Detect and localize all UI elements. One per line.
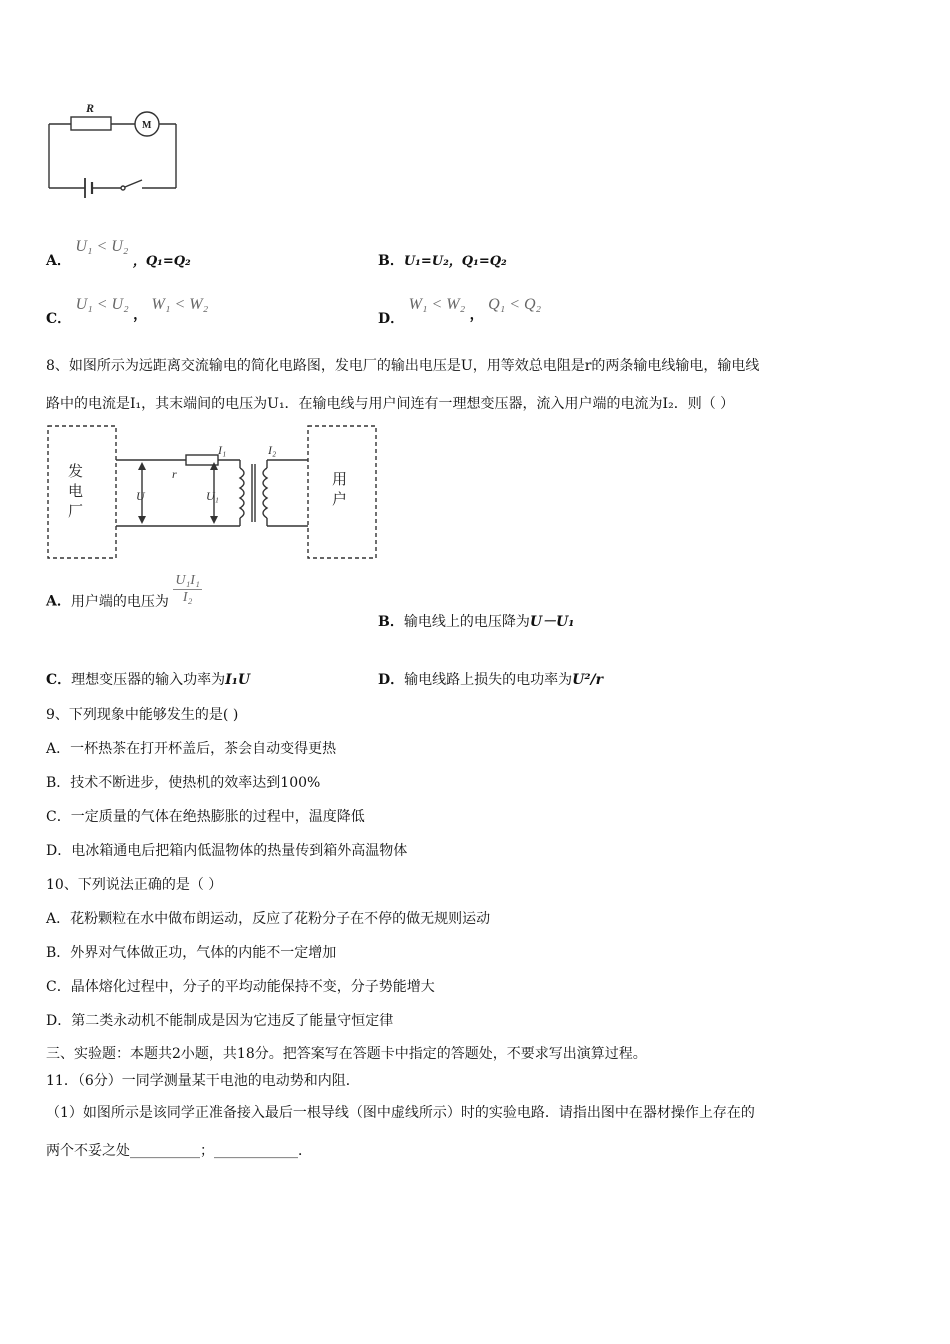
user-label-2: 户	[332, 492, 348, 508]
q8-stem-line1: 8、如图所示为远距离交流输电的简化电路图，发电厂的输出电压是U，用等效总电阻是r的两条输电线输电，输电线	[46, 358, 760, 374]
option-a-text: 用户端的电压为	[70, 593, 169, 610]
motor-label: M	[142, 120, 152, 131]
q9-option-b[interactable]: B．技术不断进步，使热机的效率达到100%	[46, 775, 321, 791]
u-label: U	[136, 489, 145, 503]
q9-option-d[interactable]: D．电冰箱通电后把箱内低温物体的热量传到箱外高温物体	[46, 843, 408, 859]
q9-stem: 9、下列现象中能够发生的是( )	[46, 707, 239, 723]
user-label: 用	[332, 472, 348, 488]
option-letter: B．	[378, 253, 404, 269]
q11-part1-line1: （1）如图所示是该同学正准备接入最后一根导线（图中虚线所示）时的实验电路．请指出图中在器材操作上存在的	[46, 1105, 755, 1121]
option-c-math1: U₁ < U₂	[75, 296, 129, 313]
option-letter: D．	[378, 672, 405, 688]
option-a-text: ，Q₁=Q₂	[132, 254, 191, 269]
q10-option-b[interactable]: B．外界对气体做正功，气体的内能不一定增加	[46, 945, 337, 961]
i2-label: I₂	[268, 443, 277, 457]
transmission-diagram	[44, 422, 380, 562]
q7-option-c[interactable]	[46, 294, 209, 327]
option-letter: D．	[378, 311, 405, 327]
q10-option-d[interactable]: D．第二类永动机不能制成是因为它违反了能量守恒定律	[46, 1013, 394, 1029]
fraction-denominator: I₂	[182, 590, 193, 605]
option-a-fraction	[173, 573, 202, 606]
q9-option-c[interactable]: C．一定质量的气体在绝热膨胀的过程中，温度降低	[46, 809, 365, 825]
option-c-text: 理想变压器的输入功率为	[71, 672, 226, 688]
option-b-math: U－U₁	[529, 614, 575, 630]
q8-stem-line2: 路中的电流是I₁，其末端间的电压为U₁．在输电线与用户间连有一理想变压器，流入用户端的电流为I₂．则（ ）	[46, 396, 735, 412]
option-d-text: 输电线路上损失的电功率为	[404, 672, 573, 688]
q11-part1-line2: 两个不妥之处__________；____________．	[46, 1143, 312, 1159]
option-d-math1: W₁ < W₂	[408, 296, 466, 313]
option-letter: C．	[46, 672, 72, 688]
q7-option-d[interactable]	[378, 294, 542, 327]
plant-label-2: 电	[68, 484, 84, 500]
q10-stem: 10、下列说法正确的是（ ）	[46, 877, 223, 893]
option-c-math: I₁U	[225, 672, 251, 688]
r-label: r	[172, 467, 177, 481]
q8-option-d[interactable]	[378, 669, 603, 689]
fraction-numerator: U₁I₁	[175, 573, 200, 588]
option-c-math2: W₁ < W₂	[151, 296, 209, 313]
option-d-math2: Q₁ < Q₂	[488, 296, 542, 313]
option-b-text: U₁=U₂，Q₁=Q₂	[403, 254, 507, 269]
q8-option-b[interactable]	[378, 611, 574, 631]
q7-option-b[interactable]	[378, 250, 507, 270]
q9-option-a[interactable]: A．一杯热茶在打开杯盖后，茶会自动变得更热	[46, 741, 337, 757]
option-c-sep: ，	[133, 307, 148, 323]
u1-label: U₁	[206, 489, 219, 503]
i1-label: I₁	[218, 443, 227, 457]
option-letter: C．	[46, 311, 72, 327]
resistor-label: R	[86, 101, 95, 115]
option-d-math: U²/r	[572, 672, 603, 688]
section-3-heading: 三、实验题：本题共2小题，共18分。把答案写在答题卡中指定的答题处，不要求写出演算过程。	[46, 1046, 647, 1062]
option-d-sep: ，	[469, 307, 484, 323]
q10-option-a[interactable]: A．花粉颗粒在水中做布朗运动，反应了花粉分子在不停的做无规则运动	[46, 911, 491, 927]
option-a-math: U₁ < U₂	[75, 238, 129, 255]
q7-option-a[interactable]	[46, 236, 191, 269]
q11-stem: 11．（6分）一同学测量某干电池的电动势和内阻．	[46, 1073, 360, 1089]
plant-label: 发	[68, 464, 84, 480]
circuit-figure-motor	[44, 96, 184, 201]
option-letter: A．	[46, 253, 71, 269]
plant-label-3: 厂	[68, 504, 84, 520]
q10-option-c[interactable]: C．晶体熔化过程中，分子的平均动能保持不变，分子势能增大	[46, 979, 435, 995]
option-letter: B．	[378, 614, 404, 630]
q8-option-a[interactable]	[46, 573, 202, 618]
option-b-text: 输电线上的电压降为	[403, 614, 530, 630]
option-letter: A．	[46, 593, 71, 610]
q8-option-c[interactable]	[46, 669, 250, 689]
